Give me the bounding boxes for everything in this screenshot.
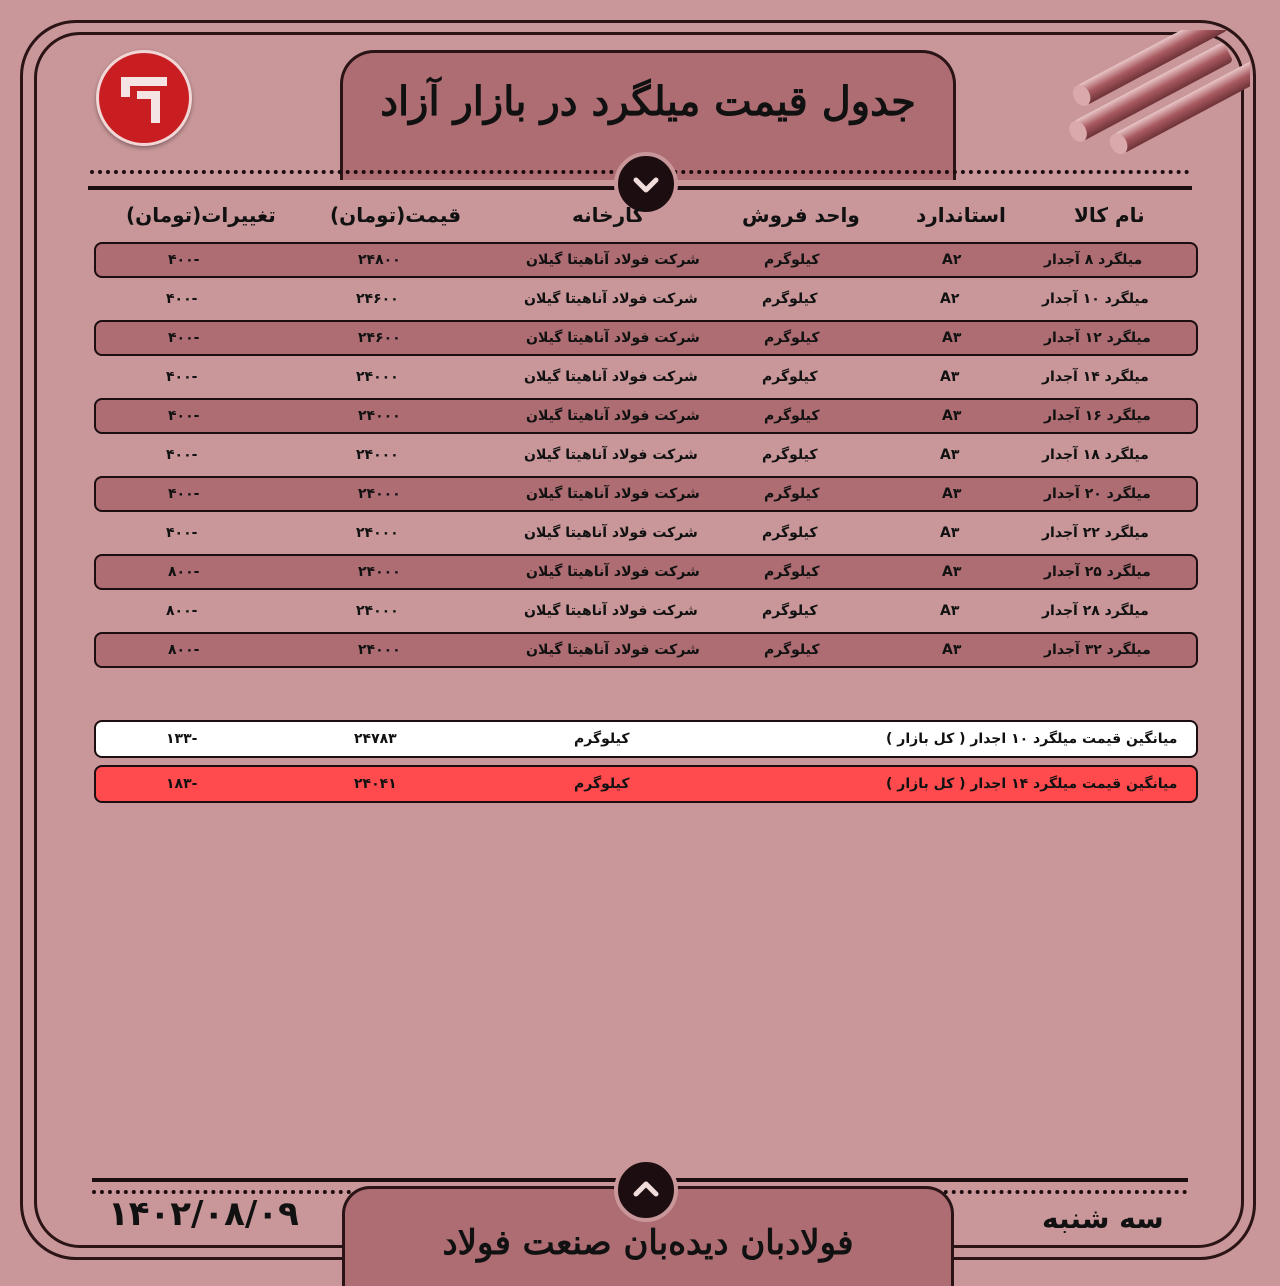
cell-factory: شرکت فولاد آناهیتا گیلان [524, 447, 698, 463]
cell-standard: A۳ [942, 330, 962, 346]
table-row [94, 632, 1198, 668]
table-row [94, 554, 1198, 590]
cell-price: ۲۴۰۰۰ [358, 408, 401, 424]
cell-name: میلگرد ۱۸ آجدار [1042, 447, 1149, 463]
cell-standard: A۲ [942, 252, 962, 268]
rebar-illustration-icon [1060, 30, 1250, 160]
cell-change: -۴۰۰ [168, 252, 200, 268]
cell-standard: A۳ [940, 447, 960, 463]
cell-name: میلگرد ۱۲ آجدار [1044, 330, 1151, 346]
cell-standard: A۳ [942, 486, 962, 502]
table-row [94, 359, 1198, 395]
cell-change: -۴۰۰ [166, 447, 198, 463]
cell-change: -۴۰۰ [166, 291, 198, 307]
cell-unit: کیلوگرم [764, 252, 820, 268]
average-row-14 [94, 765, 1198, 803]
cell-factory: شرکت فولاد آناهیتا گیلان [524, 603, 698, 619]
cell-standard: A۳ [940, 525, 960, 541]
cell-unit: کیلوگرم [762, 603, 818, 619]
chevron-up-badge [614, 1158, 678, 1222]
cell-standard: A۳ [940, 369, 960, 385]
cell-unit: کیلوگرم [764, 330, 820, 346]
table-row [94, 593, 1198, 629]
page-title: جدول قیمت میلگرد در بازار آزاد [380, 78, 916, 125]
cell-price: ۲۴۰۰۰ [356, 525, 399, 541]
cell-price: ۲۴۰۰۰ [356, 369, 399, 385]
col-header-price: قیمت(تومان) [330, 203, 462, 227]
cell-standard: A۲ [940, 291, 960, 307]
cell-factory: شرکت فولاد آناهیتا گیلان [524, 525, 698, 541]
cell-factory: شرکت فولاد آناهیتا گیلان [526, 486, 700, 502]
col-header-name: نام کالا [1074, 203, 1145, 227]
table-row [94, 281, 1198, 317]
average-unit: کیلوگرم [574, 776, 630, 792]
cell-price: ۲۴۰۰۰ [356, 603, 399, 619]
col-header-change: تغییرات(تومان) [126, 203, 276, 227]
cell-factory: شرکت فولاد آناهیتا گیلان [526, 642, 700, 658]
table-row [94, 320, 1198, 356]
cell-change: -۸۰۰ [168, 564, 200, 580]
cell-change: -۴۰۰ [168, 486, 200, 502]
cell-change: -۴۰۰ [168, 408, 200, 424]
cell-price: ۲۴۶۰۰ [358, 330, 401, 346]
cell-price: ۲۴۰۰۰ [358, 486, 401, 502]
cell-standard: A۳ [942, 642, 962, 658]
cell-unit: کیلوگرم [764, 642, 820, 658]
col-header-factory: کارخانه [572, 203, 645, 227]
cell-unit: کیلوگرم [762, 447, 818, 463]
cell-change: -۴۰۰ [168, 330, 200, 346]
cell-name: میلگرد ۱۶ آجدار [1044, 408, 1151, 424]
cell-factory: شرکت فولاد آناهیتا گیلان [524, 369, 698, 385]
cell-standard: A۳ [940, 603, 960, 619]
average-label: میانگین قیمت میلگرد ۱۰ اجدار ( کل بازار ) [886, 731, 1178, 747]
weekday-label: سه شنبه [1042, 1202, 1164, 1235]
table-row [94, 398, 1198, 434]
date-label: ۱۴۰۲/۰۸/۰۹ [108, 1194, 299, 1234]
cell-standard: A۳ [942, 564, 962, 580]
cell-change: -۴۰۰ [166, 369, 198, 385]
cell-unit: کیلوگرم [762, 525, 818, 541]
average-unit: کیلوگرم [574, 731, 630, 747]
cell-factory: شرکت فولاد آناهیتا گیلان [526, 252, 700, 268]
cell-name: میلگرد ۲۵ آجدار [1044, 564, 1151, 580]
table-row [94, 476, 1198, 512]
average-price: ۲۴۷۸۳ [354, 731, 397, 747]
cell-name: میلگرد ۱۴ آجدار [1042, 369, 1149, 385]
average-change: -۱۳۳ [166, 731, 198, 747]
cell-name: میلگرد ۲۰ آجدار [1044, 486, 1151, 502]
cell-unit: کیلوگرم [762, 291, 818, 307]
cell-price: ۲۴۰۰۰ [358, 642, 401, 658]
cell-name: میلگرد ۸ آجدار [1044, 252, 1143, 268]
col-header-standard: استاندارد [916, 203, 1006, 227]
cell-name: میلگرد ۲۲ آجدار [1042, 525, 1149, 541]
cell-price: ۲۴۰۰۰ [356, 447, 399, 463]
tejarat-logo-icon [96, 50, 192, 146]
cell-unit: کیلوگرم [764, 408, 820, 424]
average-change: -۱۸۳ [166, 776, 198, 792]
cell-name: میلگرد ۱۰ آجدار [1042, 291, 1149, 307]
table-row [94, 515, 1198, 551]
table-row [94, 242, 1198, 278]
average-row-10 [94, 720, 1198, 758]
cell-factory: شرکت فولاد آناهیتا گیلان [526, 564, 700, 580]
cell-change: -۸۰۰ [168, 642, 200, 658]
average-price: ۲۴۰۴۱ [354, 776, 397, 792]
cell-change: -۸۰۰ [166, 603, 198, 619]
col-header-unit: واحد فروش [742, 203, 860, 227]
table-row [94, 437, 1198, 473]
cell-standard: A۳ [942, 408, 962, 424]
cell-name: میلگرد ۳۲ آجدار [1044, 642, 1151, 658]
cell-factory: شرکت فولاد آناهیتا گیلان [526, 408, 700, 424]
average-label: میانگین قیمت میلگرد ۱۴ اجدار ( کل بازار ) [886, 776, 1178, 792]
cell-price: ۲۴۰۰۰ [358, 564, 401, 580]
cell-factory: شرکت فولاد آناهیتا گیلان [524, 291, 698, 307]
cell-factory: شرکت فولاد آناهیتا گیلان [526, 330, 700, 346]
cell-price: ۲۴۸۰۰ [358, 252, 401, 268]
cell-unit: کیلوگرم [762, 369, 818, 385]
cell-unit: کیلوگرم [764, 486, 820, 502]
cell-unit: کیلوگرم [764, 564, 820, 580]
cell-change: -۴۰۰ [166, 525, 198, 541]
cell-price: ۲۴۶۰۰ [356, 291, 399, 307]
cell-name: میلگرد ۲۸ آجدار [1042, 603, 1149, 619]
footer-title: فولادبان دیده‌بان صنعت فولاد [442, 1223, 854, 1263]
chevron-up-icon [618, 1162, 674, 1218]
